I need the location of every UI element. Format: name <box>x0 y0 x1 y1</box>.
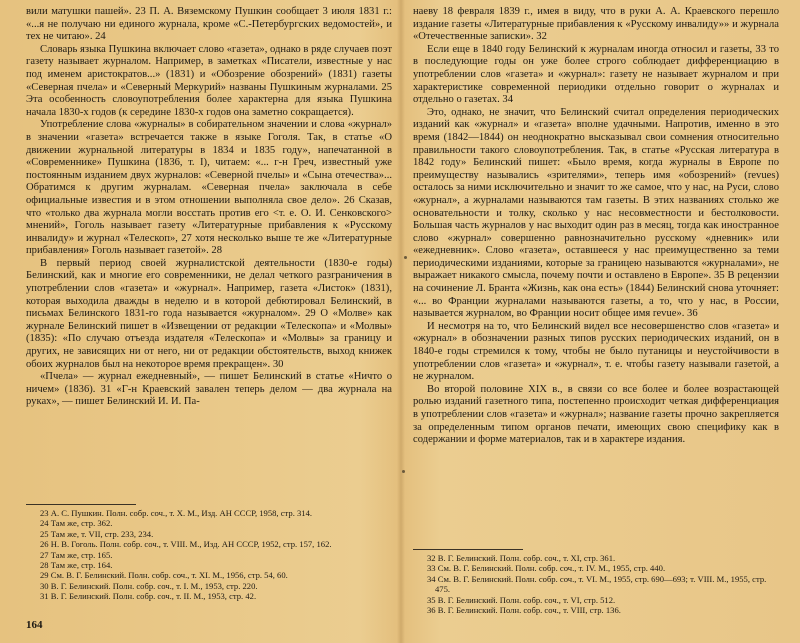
footnote: 29 См. В. Г. Белинский. Полн. собр. соч., т. XI. М., 1956, стр. 54, 60. <box>40 570 288 581</box>
right-text-column <box>413 6 779 447</box>
footnote: 32 В. Г. Белинский. Полн. собр. соч., т. XI, стр. 361. <box>427 553 616 563</box>
footnote: 28 Там же, стр. 164. <box>40 560 113 571</box>
paragraph: Это, однако, не значит, что Белинский считал определения периодических изданий как «журнал» и «газета» вполне удачными. Напротив, именно в это время (1842—1844) он неоднократно высказывал свои сомнения относительно правильности такого словоупотребления. Так, в статье «Русская литература в 1842 году» Белинский пишет: «Было время, когда журналы в Европе по преимуществу назывались «зрителями», теперь имя «обозрений» (revues) осталось за ними исключительно и значит то же самое, что у нас, на Руси, слово «журнал», а журналами называются там газеты. В этих названиях столько же основательности и толку, сколько у нас несовместности и бестолковости. Большая часть журналов у нас выходит один раз в месяц, тогда как иностранное слово «журнал» совершенно равнозначительно русскому «дневник» или «ежедневник». Слово «газета», оставшееся у нас преимущественно за теми периодическими изданиями, которые за границею называются «журналами», не выражает никакого смысла, почему почти и оставлено в Европе». 35 В рецензии на сочинение Л. Бранта «Жизнь, как она есть» (1844) Белинский снова уточняет: «... во Франции журналами называются газеты, а то, что у нас, в России, называется журналом, во Франции носит общее имя revue». 36 <box>413 106 779 320</box>
paragraph: Если еще в 1840 году Белинский к журналам иногда относил и газеты, 33 то в последующие годы он уже более строго соблюдает дифференциацию в употреблении слов «газета» и «журнал»: газету не называет журналом и при характеристике современной периодики отдельно говорит о журналах и отдельно о газетах. 34 <box>413 43 779 106</box>
footnote: 24 Там же, стр. 362. <box>40 518 113 529</box>
left-text-column <box>26 6 392 409</box>
paragraph: «Пчела» — журнал ежедневный», — пишет Белинский в статье «Ничто о ничем» (1836). 31 «Г-н Краевский завален теперь делом — два журнала на руках», — пишет Белинский И. И. Па- <box>26 371 392 408</box>
paragraph: И несмотря на то, что Белинский видел все несовершенство слов «газета» и «журнал» в обозначении разных типов русских периодических изданий, он в 1840-е годы стремился к тому, чтобы не было путаницы и неустойчивости в употреблении слов «газета» и «журнал», т. е. чтобы газету называли газетой, а не журналом. <box>413 320 779 383</box>
footnote: 34 См. В. Г. Белинский. Полн. собр. соч., т. VI. М., 1955, стр. 690—693; т. VIII. М., 1955, стр. 475. <box>427 573 767 595</box>
paper-blemish <box>404 256 407 259</box>
footnote: 25 Там же, т. VII, стр. 233, 234. <box>40 528 154 539</box>
footnote: 26 Н. В. Гоголь. Полн. собр. соч., т. VIII. М., Изд. АН СССР, 1952, стр. 157, 162. <box>40 539 332 550</box>
footnote: 27 Там же, стр. 165. <box>40 549 113 560</box>
footnote: 30 В. Г. Белинский. Полн. собр. соч., т. I. М., 1953, стр. 220. <box>40 580 258 591</box>
footnote-rule <box>413 549 523 550</box>
paragraph: Словарь языка Пушкина включает слово «газета», однако в ряде случаев поэт газету называет журналом. Например, в заметках «Писатели, известные у нас под именем аристократов...» (1831) и «Обозрение обозрений» (1831) газеты «Северная пчела» и «Северный Меркурий» названы Пушкиным журналами. 25 Эта особенность словоупотребления более характерна для языка Пушкина начала 1830-х годов (к середине 1830-х годов она заметно сокращается). <box>26 43 392 118</box>
footnote: 36 В. Г. Белинский. Полн. собр. соч., т. VIII, стр. 136. <box>427 605 621 616</box>
footnotes-left <box>26 504 392 602</box>
footnote: 33 См. В. Г. Белинский. Полн. собр. соч., т. IV. М., 1955, стр. 440. <box>427 563 666 574</box>
page-number: 164 <box>26 619 43 631</box>
footnote: 35 В. Г. Белинский. Полн. собр. соч., т. VI, стр. 512. <box>427 594 616 605</box>
paragraph: Во второй половине XIX в., в связи со все более и более возрастающей ролью изданий газетного типа, постепенно происходит четкая дифференциация в употреблении слов «газета» и «журнал»; название газеты прочно закрепляется за определенным типом органов печати, имеющих свою специфику как в содержании и форме материалов, так и в характере издания. <box>413 383 779 446</box>
paragraph: Употребление слова «журналы» в собирательном значении и слова «журнал» в значении «газета» встречается также в языке Гоголя. Так, в статье «О движении журнальной литературы в 1834 и 1835 году», напечатанной в «Современнике» Пушкина (1836, т. I), читаем: «... г-н Греч, известный уже постоянным изданием двух журналов: «Северной пчелы» и «Сына отечества»... Обратимся к другим журналам. «Северная пчела» заключала в себе официальные известия и в этом отношении выполняла свое дело». 26 Сказав, что «только два журнала могли восстать против его <т. е. О. И. Сенковского> мнений», Гоголь называет газету «Литературные прибавления к «Русскому инвалиду» и журнал «Телескоп», 27 хотя несколько выше те же «Литературные прибавления» Гоголь называет газетой». 28 <box>26 119 392 257</box>
paragraph: В первый период своей журналистской деятельности (1830-е годы) Белинский, как и многие его современники, не делал четкого разграничения в употреблении слов «газета» и «журнал». Например, газета «Листок» (1831), которая выходила дважды в неделю и в которой дебютировал Белинский, в письмах Белинского 1831-го года называется «журналом». 29 О «Молве» как журнале Белинский пишет в «Извещении от редакции «Телескопа» и «Молвы» (1835): «По случаю отъезда издателя «Телескопа» и «Молвы» за границу и других, не зависящих ни от него, ни от редакции обстоятельств, выход книжек обоих журналов был на некоторое время прекращен». 30 <box>26 257 392 370</box>
paper-blemish <box>402 470 405 473</box>
footnote: 23 А. С. Пушкин. Полн. собр. соч., т. Х. М., Изд. АН СССР, 1958, стр. 314. <box>40 508 313 518</box>
book-gutter <box>397 0 405 643</box>
footnotes-right <box>413 549 779 615</box>
paragraph: наеву 18 февраля 1839 г., имея в виду, что в руки А. А. Краевского перешло издание газеты «Литературные прибавления к «Русскому инвалиду»» и журнала «Отечественные записки». 32 <box>413 6 779 43</box>
footnote-rule <box>26 504 136 505</box>
paragraph: вили матушки пашей». 23 П. А. Вяземскому Пушкин сообщает 3 июля 1831 г.: «...я не получаю ни единого журнала, кроме «С.-Петербургских ведомостей», и тех не читаю». 24 <box>26 6 392 43</box>
footnote: 31 В. Г. Белинский. Полн. собр. соч., т. II. М., 1953, стр. 42. <box>40 591 257 602</box>
